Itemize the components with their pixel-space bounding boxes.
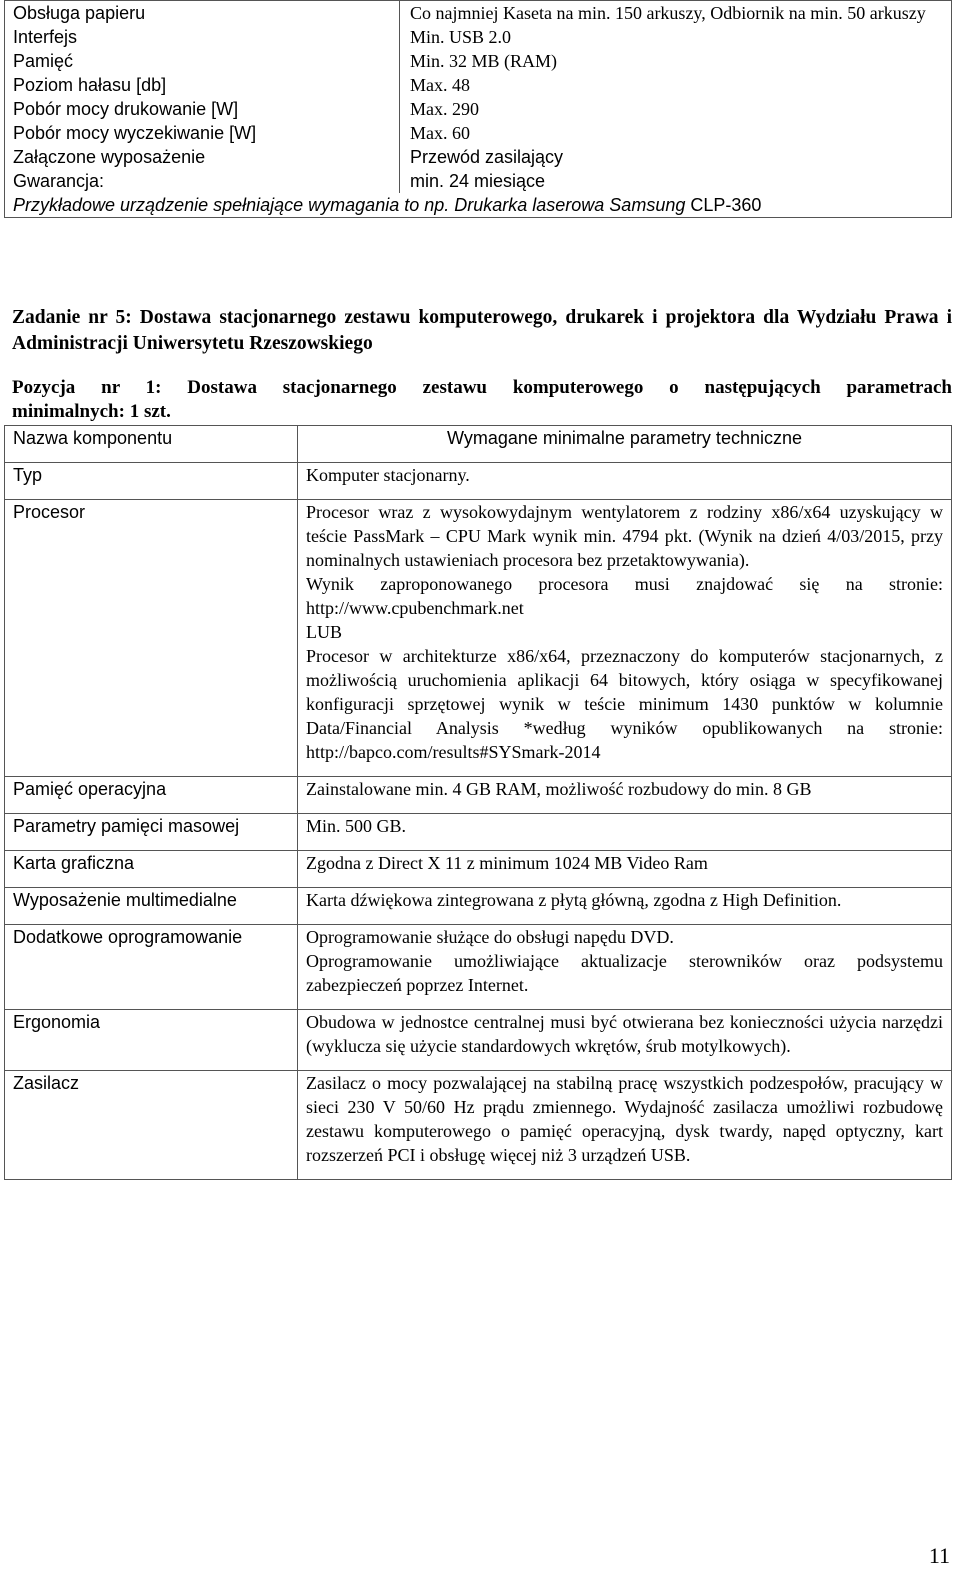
requirement-line: Wynik zaproponowanego procesora musi znajdować się na stronie: http://www.cpubenchmark.net	[306, 574, 943, 618]
component-name: Typ	[5, 463, 298, 500]
spec-value: Max. 48	[400, 73, 952, 97]
table-header-row	[5, 426, 952, 463]
requirement-line: Zgodna z Direct X 11 z minimum 1024 MB Video Ram	[306, 853, 708, 873]
requirement-line: LUB	[306, 622, 342, 642]
printer-spec-table	[4, 0, 952, 218]
component-requirements	[298, 814, 952, 851]
table-row	[5, 500, 952, 777]
table-row	[5, 463, 952, 500]
zadanie-heading: Zadanie nr 5: Dostawa stacjonarnego zestawu komputerowego, drukarek i projektora dla Wydziału Prawa i Administracji Uniwersytetu Rzeszowskiego	[12, 307, 952, 354]
spec-value: Co najmniej Kaseta na min. 150 arkuszy, Odbiornik na min. 50 arkuszy	[400, 1, 952, 26]
spec-label: Pobór mocy wyczekiwanie [W]	[5, 121, 400, 145]
requirement-line: Obudowa w jednostce centralnej musi być otwierana bez konieczności użycia narzędzi (wyklucza się użycie standardowych wkrętów, śrub motylkowych).	[306, 1012, 943, 1056]
requirement-line: Komputer stacjonarny.	[306, 465, 470, 485]
spec-label: Pamięć	[5, 49, 400, 73]
spec-value: Min. USB 2.0	[400, 25, 952, 49]
component-requirements	[298, 1010, 952, 1071]
table-row	[5, 1071, 952, 1180]
component-name: Parametry pamięci masowej	[5, 814, 298, 851]
spec-value: Przewód zasilający	[400, 145, 952, 169]
table-row	[5, 1010, 952, 1071]
example-model: CLP-360	[685, 195, 762, 215]
component-name: Wyposażenie multimedialne	[5, 888, 298, 925]
table-row	[5, 851, 952, 888]
table-row	[5, 777, 952, 814]
page-number: 11	[928, 1543, 950, 1568]
component-name: Zasilacz	[5, 1071, 298, 1180]
component-name: Ergonomia	[5, 1010, 298, 1071]
component-name: Dodatkowe oprogramowanie	[5, 925, 298, 1010]
computer-spec-table	[4, 425, 952, 1180]
spec-label: Interfejs	[5, 25, 400, 49]
spec-value: Min. 32 MB (RAM)	[400, 49, 952, 73]
spec-value: min. 24 miesiące	[400, 169, 952, 193]
table-row	[5, 97, 952, 121]
spec-label: Poziom hałasu [db]	[5, 73, 400, 97]
component-requirements	[298, 777, 952, 814]
requirement-line: Min. 500 GB.	[306, 816, 407, 836]
spec-label: Gwarancja:	[5, 169, 400, 193]
component-requirements	[298, 1071, 952, 1180]
requirement-line: Zasilacz o mocy pozwalającej na stabilną pracę wszystkich podzespołów, pracujący w sieci 230 V 50/60 Hz prądu zmiennego. Wydajność zasilacza umożliwi rozbudowę zestawu komputerowego o pamięć operacyjną, dysk twardy, napęd optyczny, kart rozszerzeń PCI i obsługę więcej niż 3 urządzeń USB.	[306, 1073, 943, 1165]
spec-value: Max. 290	[400, 97, 952, 121]
component-requirements	[298, 851, 952, 888]
requirement-line: Procesor w architekturze x86/x64, przeznaczony do komputerów stacjonarnych, z możliwością uruchomienia aplikacji 64 bitowych, który osiąga w specyfikowanej konfiguracji sprzętowej wynik w teście minimum 1430 punktów w kolumnie Data/Financial Analysis *według wyników opublikowanych na stronie: http://bapco.com/results#SYSmark-2014	[306, 646, 943, 762]
table-row	[5, 925, 952, 1010]
table-row	[5, 888, 952, 925]
component-requirements	[298, 925, 952, 1010]
table-row	[5, 49, 952, 73]
component-requirements	[298, 463, 952, 500]
example-text: Przykładowe urządzenie spełniające wymagania to np. Drukarka laserowa Samsung	[13, 195, 686, 215]
pozycja-heading-line1: Pozycja nr 1: Dostawa stacjonarnego zestawu komputerowego o następujących parametrach	[12, 377, 952, 398]
table-row	[5, 814, 952, 851]
table-row	[5, 25, 952, 49]
table-row	[5, 121, 952, 145]
requirement-line: Zainstalowane min. 4 GB RAM, możliwość rozbudowy do min. 8 GB	[306, 779, 812, 799]
table-row	[5, 169, 952, 193]
pozycja-heading	[12, 376, 952, 424]
requirement-line: Oprogramowanie umożliwiające aktualizacje sterowników oraz podsystemu zabezpieczeń poprzez Internet.	[306, 951, 943, 995]
table-row	[5, 73, 952, 97]
component-name: Pamięć operacyjna	[5, 777, 298, 814]
spec-label: Pobór mocy drukowanie [W]	[5, 97, 400, 121]
component-name: Procesor	[5, 500, 298, 777]
component-name: Karta graficzna	[5, 851, 298, 888]
component-requirements	[298, 888, 952, 925]
requirement-line: Oprogramowanie służące do obsługi napędu DVD.	[306, 927, 674, 947]
table-row	[5, 1, 952, 26]
pozycja-heading-line2: minimalnych: 1 szt.	[12, 401, 171, 422]
spec-label: Obsługa papieru	[5, 1, 400, 26]
spec-label: Załączone wyposażenie	[5, 145, 400, 169]
table-row	[5, 145, 952, 169]
spec-value: Max. 60	[400, 121, 952, 145]
table-row	[5, 193, 952, 218]
requirement-line: Karta dźwiękowa zintegrowana z płytą główną, zgodna z High Definition.	[306, 890, 842, 910]
column-header: Nazwa komponentu	[5, 426, 298, 463]
example-device-note	[5, 193, 952, 218]
component-requirements	[298, 500, 952, 777]
requirement-line: Procesor wraz z wysokowydajnym wentylatorem z rodziny x86/x64 uzyskujący w teście PassMark – CPU Mark wynik min. 4794 pkt. (Wynik na dzień 4/03/2015, przy nominalnych ustawieniach procesora bez przetaktowywania).	[306, 502, 943, 570]
column-header: Wymagane minimalne parametry techniczne	[298, 426, 952, 463]
